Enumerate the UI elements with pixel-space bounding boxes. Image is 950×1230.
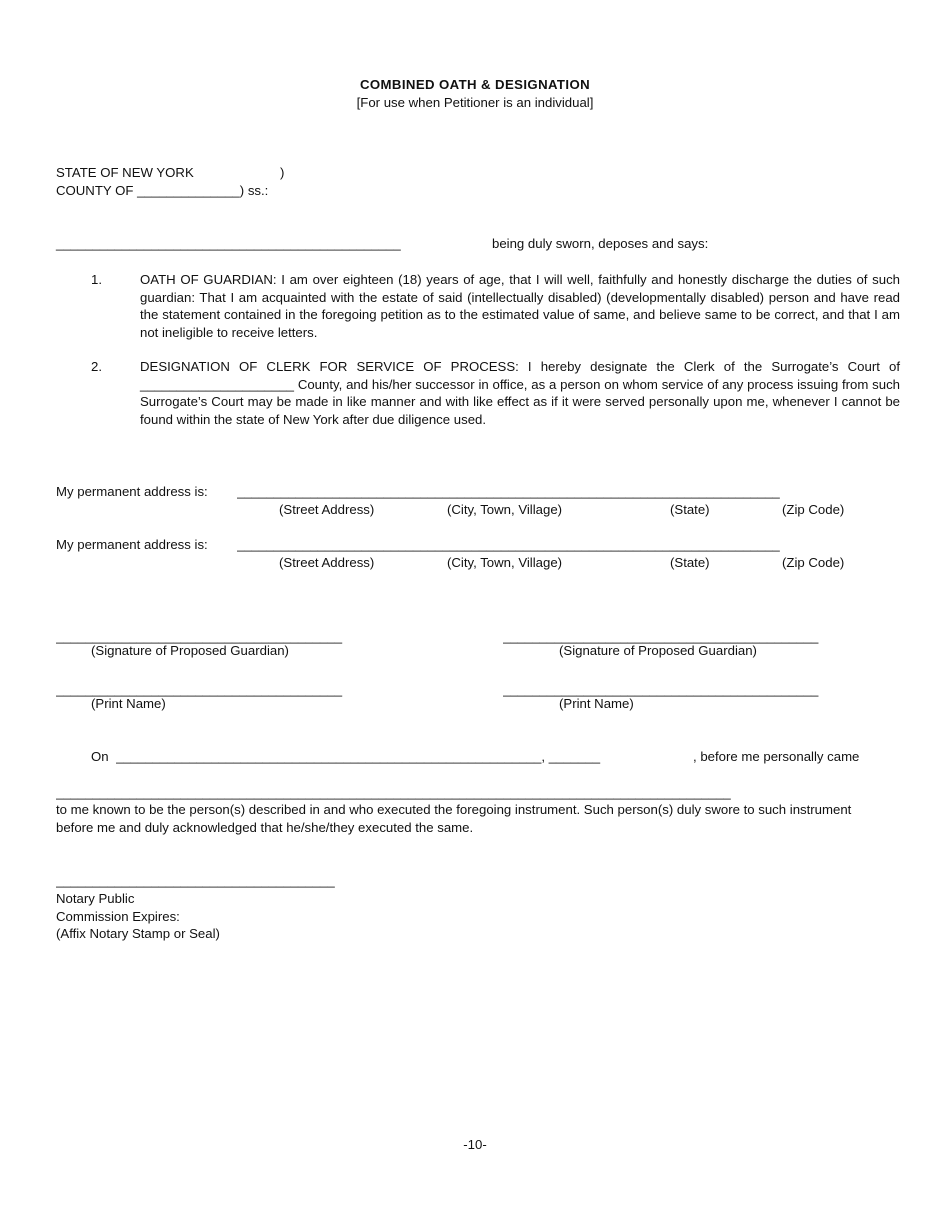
street-address-caption: (Street Address) [279, 502, 375, 517]
ack-paragraph: to me known to be the person(s) described in and who executed the foregoing instrument. Such person(s) duly swore to such instrument before me and duly acknowledged that he/she/they executed the same. [56, 802, 852, 835]
ack-came-text: , before me personally came [693, 749, 860, 764]
oath-of-guardian-paragraph: OATH OF GUARDIAN: I am over eighteen (18) years of age, that I will well, faithfully and honestly discharge the duties of such guardian: That I am acquainted with the estate of said (intellectually disabled) (developmentally disabled) person and have read the statement contained in the foregoing petition as to the estimated value of same, and believe same to be correct, and that I am not ineligible to receive letters. [140, 272, 900, 340]
deponent-name-blank[interactable]: _______________________________________________ [56, 236, 401, 251]
zip-caption: (Zip Code) [782, 502, 845, 517]
designation-paragraph: DESIGNATION OF CLERK FOR SERVICE OF PROCESS: I hereby designate the Clerk of the Surrogate’s Court of _____________________ County, and his/her successor in office, as a person on whom service of any process issuing from such Surrogate’s Court may be made in like manner and with like effect as if it were served personally upon me, whenever I cannot be found within the state of New York after due diligence used. [140, 359, 900, 427]
ack-date-blank[interactable]: __________________________________________________________, _______ [116, 749, 601, 764]
address-line[interactable]: __________________________________________________________________________ [237, 537, 780, 552]
deponent-text: being duly sworn, deposes and says: [492, 236, 709, 251]
print-name-line-right[interactable]: ___________________________________________ [503, 682, 819, 697]
print-name-line-left[interactable]: _______________________________________ [56, 682, 343, 697]
address-label: My permanent address is: [56, 537, 208, 552]
print-name-caption-left: (Print Name) [91, 696, 166, 711]
notary-commission: Commission Expires: [56, 909, 180, 924]
venue-state: STATE OF NEW YORK [56, 165, 194, 180]
address-line[interactable]: __________________________________________________________________________ [237, 484, 780, 499]
signature-caption-right: (Signature of Proposed Guardian) [559, 643, 757, 658]
notary-seal-note: (Affix Notary Stamp or Seal) [56, 926, 220, 941]
item-number: 1. [91, 272, 102, 287]
signature-line-right[interactable]: ___________________________________________ [503, 629, 819, 644]
document-subtitle: [For use when Petitioner is an individual] [356, 95, 594, 110]
signature-caption-left: (Signature of Proposed Guardian) [91, 643, 289, 658]
city-caption: (City, Town, Village) [447, 502, 563, 517]
state-caption: (State) [670, 555, 710, 570]
zip-caption: (Zip Code) [782, 555, 845, 570]
address-label: My permanent address is: [56, 484, 208, 499]
venue-county: COUNTY OF ______________) ss.: [56, 183, 269, 198]
ack-on: On [91, 749, 109, 764]
signature-line-left[interactable]: _______________________________________ [56, 629, 343, 644]
ack-person-blank[interactable]: ____________________________________________________________________________________________ [56, 785, 731, 800]
state-caption: (State) [670, 502, 710, 517]
city-caption: (City, Town, Village) [447, 555, 563, 570]
document-title: COMBINED OATH & DESIGNATION [359, 77, 591, 92]
venue-state-paren: ) [280, 165, 285, 180]
print-name-caption-right: (Print Name) [559, 696, 634, 711]
item-number: 2. [91, 359, 102, 374]
page-number: -10- [463, 1137, 487, 1152]
notary-signature-line[interactable]: ______________________________________ [56, 873, 335, 888]
notary-title: Notary Public [56, 891, 135, 906]
street-address-caption: (Street Address) [279, 555, 375, 570]
